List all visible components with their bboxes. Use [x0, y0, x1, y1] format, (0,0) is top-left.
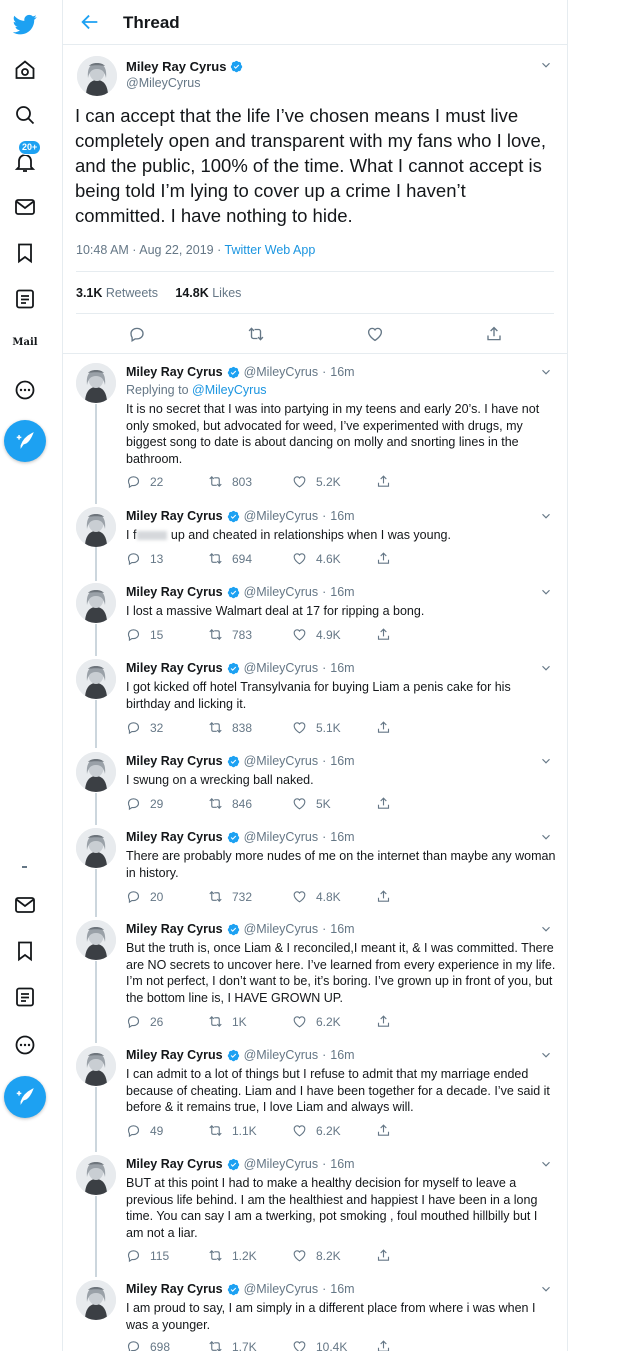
retweet-count: 1.1K — [232, 1123, 257, 1138]
tweet-actions — [126, 796, 558, 814]
retweet-button[interactable] — [208, 889, 252, 904]
share-button[interactable] — [376, 1339, 391, 1351]
reply-count: 29 — [150, 796, 164, 811]
messages-icon[interactable] — [10, 890, 40, 920]
tweet-time[interactable]: 16m — [330, 661, 355, 675]
tweet-source-app[interactable]: Twitter Web App — [224, 243, 316, 257]
retweet-count: 1.2K — [232, 1248, 257, 1263]
like-button[interactable] — [292, 1123, 341, 1138]
retweet-count: 846 — [232, 796, 253, 811]
reply-count: 26 — [150, 1014, 164, 1029]
reply-icon — [126, 1014, 141, 1029]
separator: · — [322, 585, 327, 599]
search-icon[interactable] — [10, 100, 40, 130]
author-name[interactable]: Miley Ray Cyrus — [126, 585, 223, 599]
retweet-icon — [208, 889, 223, 904]
reply-icon — [126, 474, 141, 489]
twitter-logo-icon[interactable] — [10, 9, 40, 39]
avatar[interactable] — [76, 507, 116, 547]
thread-connector — [95, 793, 97, 825]
more-icon[interactable] — [10, 1030, 40, 1060]
like-icon — [292, 1248, 307, 1263]
page-title: Thread — [123, 13, 180, 32]
tweet-actions — [126, 1123, 558, 1141]
avatar[interactable] — [76, 752, 116, 792]
separator: · — [322, 754, 327, 768]
like-icon — [292, 889, 307, 904]
author-name[interactable]: Miley Ray Cyrus — [126, 1157, 223, 1171]
reply-icon — [126, 627, 141, 642]
tweet-actions — [126, 551, 558, 569]
retweet-button[interactable] — [208, 720, 252, 735]
likes-stat[interactable] — [175, 286, 241, 300]
lists-icon[interactable] — [10, 982, 40, 1012]
tweet-actions — [126, 720, 558, 738]
retweets-count: 3.1K — [76, 286, 103, 300]
like-icon — [292, 627, 307, 642]
like-icon — [292, 1339, 307, 1351]
share-button[interactable] — [376, 889, 391, 904]
verified-badge-icon — [227, 1158, 240, 1171]
like-count: 4.6K — [316, 551, 341, 566]
tweet-header — [126, 922, 355, 936]
reply-button[interactable] — [126, 1339, 170, 1351]
reply-icon — [126, 551, 141, 566]
chevron-down-icon[interactable] — [539, 830, 553, 844]
tweet-header — [126, 830, 355, 844]
tweet-actions — [126, 1014, 558, 1032]
tweet-actions — [126, 627, 558, 645]
like-icon — [292, 551, 307, 566]
like-count: 8.2K — [316, 1248, 341, 1263]
author-handle[interactable]: @MileyCyrus — [243, 922, 319, 936]
separator: · — [322, 922, 327, 936]
retweets-stat[interactable] — [76, 286, 158, 300]
tweet-time[interactable]: 16m — [330, 754, 355, 768]
like-button[interactable] — [292, 1339, 347, 1351]
author-name-row[interactable] — [126, 59, 243, 74]
author-name[interactable]: Miley Ray Cyrus — [126, 661, 223, 675]
author-name[interactable]: Miley Ray Cyrus — [126, 1282, 223, 1296]
share-button[interactable] — [376, 1123, 391, 1138]
lists-icon[interactable] — [10, 284, 40, 314]
reply-icon — [126, 720, 141, 735]
share-icon — [376, 627, 391, 642]
retweet-count: 838 — [232, 720, 253, 735]
like-button[interactable] — [292, 1248, 341, 1263]
like-count: 4.9K — [316, 627, 341, 642]
tweet-actions — [126, 1339, 558, 1351]
retweet-button[interactable] — [208, 1014, 247, 1029]
notification-badge: 20+ — [18, 140, 41, 155]
retweet-button[interactable] — [208, 627, 252, 642]
reply-button[interactable] — [126, 796, 163, 811]
thread-connector — [95, 869, 97, 917]
share-icon — [376, 1248, 391, 1263]
reply-icon[interactable] — [128, 325, 146, 343]
tweet-text: I lost a massive Walmart deal at 17 for ripping a bong. — [126, 604, 425, 618]
like-icon — [292, 720, 307, 735]
tweet-header — [126, 585, 355, 599]
notifications-icon[interactable] — [10, 142, 40, 177]
retweet-button[interactable] — [208, 474, 252, 489]
tweet-text — [126, 527, 558, 544]
tweet-text: I am proud to say, I am simply in a different place from where i was when I was a younger. — [126, 1301, 536, 1332]
author-handle[interactable]: @MileyCyrus — [243, 1157, 319, 1171]
like-icon — [292, 1123, 307, 1138]
thread-header — [63, 0, 567, 45]
avatar[interactable] — [77, 56, 117, 96]
retweet-count: 1K — [232, 1014, 247, 1029]
verified-badge-icon — [227, 662, 240, 675]
reply-button[interactable] — [126, 720, 163, 735]
retweet-button[interactable] — [208, 1248, 257, 1263]
messages-icon[interactable] — [10, 192, 40, 222]
author-handle[interactable]: @MileyCyrus — [243, 661, 319, 675]
thread-connector — [95, 404, 97, 504]
author-handle[interactable]: @MileyCyrus — [243, 365, 319, 379]
thread-connector — [95, 1196, 97, 1277]
author-handle[interactable]: @MileyCyrus — [243, 830, 319, 844]
retweet-count: 732 — [232, 889, 253, 904]
reply-count: 698 — [150, 1339, 171, 1351]
likes-count: 14.8K — [175, 286, 209, 300]
avatar[interactable] — [76, 363, 116, 403]
tweet-header — [126, 661, 355, 675]
tweet-actions — [126, 889, 558, 907]
reply-icon — [126, 796, 141, 811]
bookmarks-icon[interactable] — [10, 936, 40, 966]
retweet-icon — [208, 1248, 223, 1263]
retweet-icon — [208, 474, 223, 489]
replying-to-mention[interactable]: @MileyCyrus — [192, 383, 267, 397]
like-count: 5.2K — [316, 474, 341, 489]
retweet-count: 783 — [232, 627, 253, 642]
divider — [76, 313, 554, 314]
bookmarks-icon[interactable] — [10, 238, 40, 268]
author-handle[interactable]: @MileyCyrus — [243, 509, 319, 523]
thread-connector — [95, 624, 97, 656]
share-button[interactable] — [376, 1014, 391, 1029]
home-icon[interactable] — [10, 55, 40, 85]
separator: · — [322, 830, 327, 844]
author-handle[interactable]: @MileyCyrus — [243, 585, 319, 599]
share-icon — [376, 474, 391, 489]
reply-button[interactable] — [126, 627, 163, 642]
avatar[interactable] — [76, 1280, 116, 1320]
thread-connector — [95, 700, 97, 748]
reply-count: 15 — [150, 627, 164, 642]
reply-count: 115 — [150, 1248, 170, 1263]
tweet-header — [126, 365, 355, 379]
thread-connector — [95, 961, 97, 1043]
reply-count: 32 — [150, 720, 164, 735]
chevron-down-icon[interactable] — [539, 1048, 553, 1062]
tweet-time[interactable]: 16m — [330, 922, 355, 936]
share-icon — [376, 1014, 391, 1029]
reply-button[interactable] — [126, 1123, 163, 1138]
retweet-button[interactable] — [208, 551, 252, 566]
separator: · — [322, 1282, 327, 1296]
tweet-text-start: I f — [126, 528, 137, 542]
share-button[interactable] — [376, 551, 391, 566]
reply-button[interactable] — [126, 474, 163, 489]
verified-badge-icon — [227, 586, 240, 599]
avatar[interactable] — [76, 920, 116, 960]
share-icon — [376, 551, 391, 566]
share-button[interactable] — [376, 796, 391, 811]
chevron-down-icon[interactable] — [539, 1157, 553, 1171]
verified-badge-icon — [227, 1049, 240, 1062]
verified-badge-icon — [227, 923, 240, 936]
reply-button[interactable] — [126, 889, 163, 904]
author-name[interactable]: Miley Ray Cyrus — [126, 365, 223, 379]
share-button[interactable] — [376, 474, 391, 489]
thread-column — [62, 0, 568, 1351]
retweet-icon — [208, 1123, 223, 1138]
retweet-button[interactable] — [208, 1123, 257, 1138]
like-button[interactable] — [292, 889, 341, 904]
like-icon — [292, 474, 307, 489]
reply-button[interactable] — [126, 551, 163, 566]
author-name[interactable]: Miley Ray Cyrus — [126, 59, 227, 74]
replying-to — [126, 383, 267, 397]
compose-tweet-button[interactable] — [4, 420, 46, 462]
chevron-down-icon[interactable] — [539, 585, 553, 599]
reply-icon — [126, 889, 141, 904]
tweet-header — [126, 1048, 355, 1062]
like-icon[interactable] — [366, 325, 384, 343]
tweet-text: I can admit to a lot of things but I refuse to admit that my marriage ended because of cheating. Liam and I have been together for a decade. I’ve said it before & it remains true, I love Liam and always will. — [126, 1067, 550, 1114]
tweet-text: I swung on a wrecking ball naked. — [126, 773, 314, 787]
retweet-icon — [208, 1339, 223, 1351]
author-name[interactable]: Miley Ray Cyrus — [126, 1048, 223, 1062]
chevron-down-icon[interactable] — [539, 1282, 553, 1296]
retweet-icon — [208, 796, 223, 811]
tweet-time[interactable]: 16m — [330, 585, 355, 599]
share-button[interactable] — [376, 627, 391, 642]
censored-word — [137, 531, 167, 540]
author-name[interactable]: Miley Ray Cyrus — [126, 830, 223, 844]
retweet-button[interactable] — [208, 796, 252, 811]
reply-icon — [126, 1123, 141, 1138]
tweet-actions — [126, 1248, 558, 1266]
tweet-time[interactable]: 16m — [330, 365, 355, 379]
author-handle[interactable]: @MileyCyrus — [243, 1282, 319, 1296]
nav-rail — [0, 0, 50, 1351]
author-name[interactable]: Miley Ray Cyrus — [126, 754, 223, 768]
avatar[interactable] — [76, 583, 116, 623]
separator: · — [322, 1157, 327, 1171]
retweet-icon[interactable] — [247, 325, 265, 343]
reply-count: 49 — [150, 1123, 164, 1138]
avatar[interactable] — [76, 1046, 116, 1086]
chevron-down-icon[interactable] — [539, 509, 553, 523]
author-name[interactable]: Miley Ray Cyrus — [126, 922, 223, 936]
share-icon — [376, 796, 391, 811]
tweet-header — [126, 1157, 355, 1171]
reply-button[interactable] — [126, 1248, 169, 1263]
chevron-down-icon[interactable] — [539, 754, 553, 768]
tweet-text: It is no secret that I was into partying in my teens and early 20’s. I have not only smoked, but advocated for weed, I’ve experimented with drugs, my biggest song to date is about dancing on molly and snorting lines in the bathroom. — [126, 402, 540, 466]
compose-tweet-button[interactable] — [4, 1076, 46, 1118]
avatar[interactable] — [76, 828, 116, 868]
tweet-text: I can accept that the life I’ve chosen means I must live completely open and transparent with my fans who I love, and the public, 100% of the time. What I cannot accept is being told I’m lying to cover up a crime I haven’t committed. I have nothing to hide. — [75, 105, 546, 226]
retweet-icon — [208, 720, 223, 735]
share-icon — [376, 889, 391, 904]
tweet-time[interactable]: 16m — [330, 1157, 355, 1171]
like-count: 5.1K — [316, 720, 341, 735]
like-count: 4.8K — [316, 889, 341, 904]
author-handle[interactable]: @MileyCyrus — [126, 76, 201, 90]
tweet-text: But the truth is, once Liam & I reconciled,I meant it, & I was committed. There are NO secrets to uncover here. I’ve learned from every experience in my life. I’m not perfect, I don’t want to be, it’s boring. I’ve grown up in front of you, but the bottom line is, I HAVE GROWN UP. — [126, 941, 556, 1005]
reply-button[interactable] — [126, 1014, 163, 1029]
like-button[interactable] — [292, 796, 331, 811]
divider — [22, 866, 27, 868]
retweet-button[interactable] — [208, 1339, 257, 1351]
avatar[interactable] — [76, 1155, 116, 1195]
like-button[interactable] — [292, 627, 341, 642]
separator: · — [322, 509, 327, 523]
reply-count: 13 — [150, 551, 164, 566]
back-arrow-icon[interactable] — [79, 11, 101, 33]
retweet-count: 694 — [232, 551, 253, 566]
focused-tweet[interactable] — [63, 46, 567, 354]
retweet-icon — [208, 627, 223, 642]
retweets-label: Retweets — [105, 286, 158, 300]
author-handle[interactable]: @MileyCyrus — [243, 1048, 319, 1062]
retweet-count: 803 — [232, 474, 253, 489]
tweet-time[interactable]: 10:48 AM · Aug 22, 2019 · — [76, 243, 225, 257]
verified-badge-icon — [227, 755, 240, 768]
avatar[interactable] — [76, 659, 116, 699]
author-name[interactable]: Miley Ray Cyrus — [126, 509, 223, 523]
verified-badge-icon — [227, 366, 240, 379]
like-count: 6.2K — [316, 1014, 341, 1029]
like-button[interactable] — [292, 720, 341, 735]
like-button[interactable] — [292, 1014, 341, 1029]
replying-to-label: Replying to — [126, 383, 193, 397]
tweet-header — [126, 1282, 355, 1296]
verified-badge-icon — [227, 1283, 240, 1296]
retweet-count: 1.7K — [232, 1339, 257, 1351]
tweet-time[interactable]: 16m — [330, 1048, 355, 1062]
tweet-time[interactable]: 16m — [330, 830, 355, 844]
retweet-icon — [208, 551, 223, 566]
verified-badge-icon — [230, 60, 243, 73]
more-icon[interactable] — [10, 375, 40, 405]
thread-connector — [95, 547, 97, 581]
author-handle[interactable]: @MileyCyrus — [243, 754, 319, 768]
tweet-stats — [76, 286, 241, 300]
like-icon — [292, 1014, 307, 1029]
like-button[interactable] — [292, 474, 341, 489]
share-icon — [376, 1339, 391, 1351]
like-button[interactable] — [292, 551, 341, 566]
divider — [76, 271, 554, 272]
reply-count: 22 — [150, 474, 164, 489]
chevron-down-icon[interactable] — [539, 58, 553, 72]
separator: · — [322, 661, 327, 675]
thread-connector — [95, 1087, 97, 1152]
verified-badge-icon — [227, 831, 240, 844]
likes-label: Likes — [212, 286, 242, 300]
tweet-text: BUT at this point I had to make a healthy decision for myself to leave a previous life behind. I am the healthiest and happiest I have been in a long time. You can say I am a twerking, pot smoking , foul mouthed hillbilly but I am not a liar. — [126, 1176, 538, 1240]
share-icon[interactable] — [485, 325, 503, 343]
tweet-time[interactable]: 16m — [330, 509, 355, 523]
tweet-text: There are probably more nudes of me on the internet than maybe any woman in history. — [126, 849, 556, 880]
separator: · — [322, 1048, 327, 1062]
tweet-text: I got kicked off hotel Transylvania for buying Liam a penis cake for his birthday and licking it. — [126, 680, 511, 711]
share-button[interactable] — [376, 1248, 391, 1263]
reply-icon — [126, 1248, 141, 1263]
like-icon — [292, 796, 307, 811]
chevron-down-icon[interactable] — [539, 365, 553, 379]
share-icon — [376, 1123, 391, 1138]
reply-count: 20 — [150, 889, 164, 904]
like-count: 5K — [316, 796, 331, 811]
verified-badge-icon — [227, 510, 240, 523]
chevron-down-icon[interactable] — [539, 661, 553, 675]
share-button[interactable] — [376, 720, 391, 735]
daily-mail-logo: Mail — [12, 337, 38, 348]
tweet-header — [126, 509, 355, 523]
retweet-icon — [208, 1014, 223, 1029]
tweet-actions — [126, 474, 558, 492]
tweet-text-end: up and cheated in relationships when I was young. — [167, 528, 451, 542]
tweet-time[interactable]: 16m — [330, 1282, 355, 1296]
reply-icon — [126, 1339, 141, 1351]
share-icon — [376, 720, 391, 735]
tweet-timestamp — [76, 243, 315, 257]
tweet-header — [126, 754, 355, 768]
chevron-down-icon[interactable] — [539, 922, 553, 936]
like-count: 10.4K — [316, 1339, 348, 1351]
like-count: 6.2K — [316, 1123, 341, 1138]
separator: · — [322, 365, 327, 379]
